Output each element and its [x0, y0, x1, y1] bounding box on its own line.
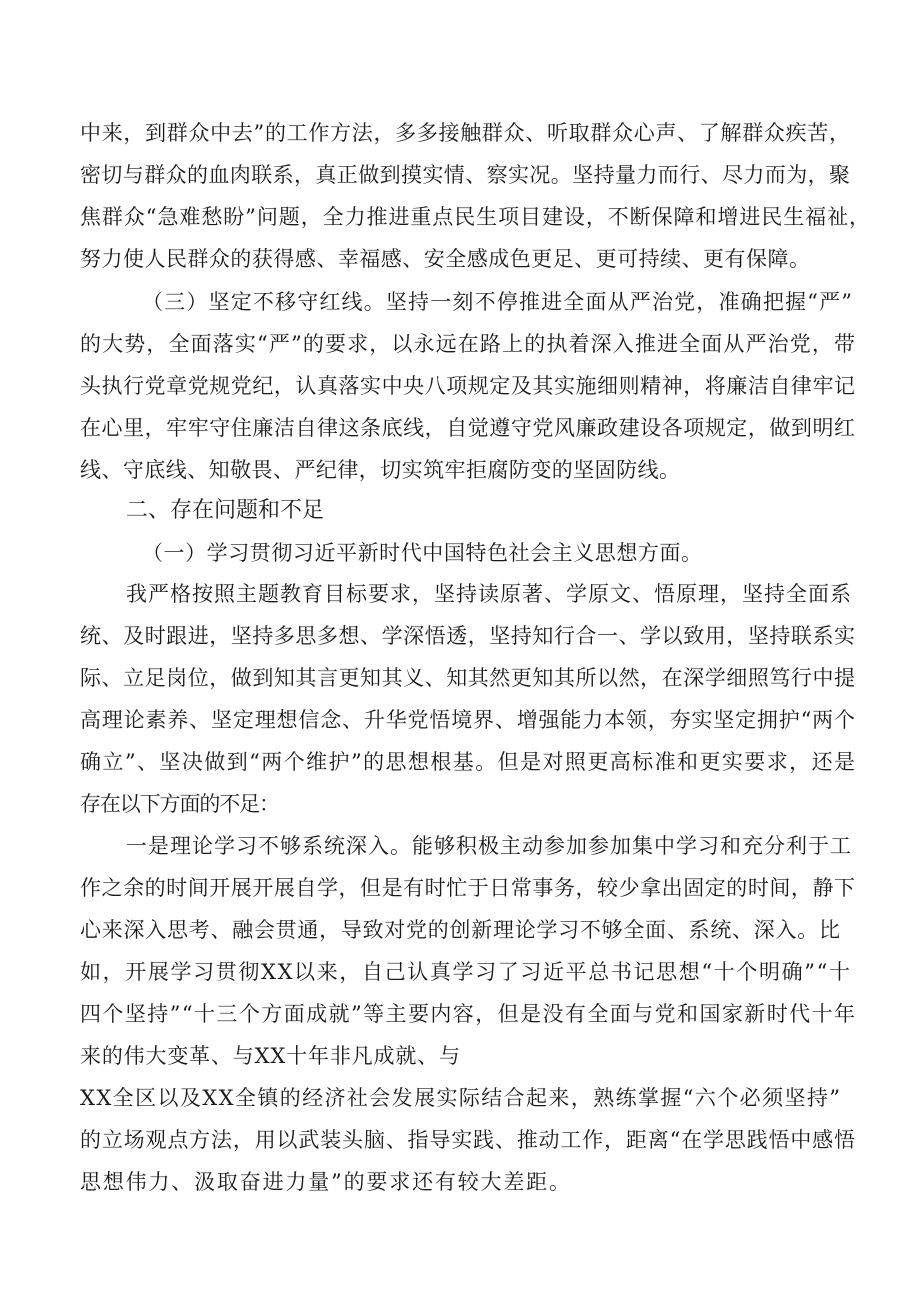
text-line: 高理论素养、坚定理想信念、升华党悟境界、增强能力本领，夯实坚定拥护“两个: [80, 708, 856, 732]
text-line: 头执行党章党规党纪，认真落实中央八项规定及其实施细则精神，将廉洁自律牢记: [80, 374, 856, 398]
text-line: （三）坚定不移守红线。坚持一刻不停推进全面从严治党，准确把握“严”: [142, 290, 854, 314]
text-line: 心来深入思考、融会贯通，导致对党的创新理论学习不够全面、系统、深入。比: [80, 918, 841, 942]
text-line: 焦群众“急难愁盼”问题，全力推进重点民生项目建设，不断保障和增进民生福祉，: [80, 205, 871, 229]
text-line: 作之余的时间开展开展自学，但是有时忙于日常事务，较少拿出固定的时间，静下: [80, 876, 856, 900]
text-line: 存在以下方面的不足：: [80, 792, 279, 816]
text-line: 四个坚持”“十三个方面成就”等主要内容，但是没有全面与党和国家新时代十年: [80, 1002, 857, 1026]
text-line: 思想伟力、汲取奋进力量”的要求还有较大差距。: [80, 1170, 572, 1194]
section-heading: 二、存在问题和不足: [126, 498, 325, 523]
text-line: 的立场观点方法，用以武装头脑、指导实践、推动工作，距离“在学思践悟中感悟: [80, 1128, 856, 1152]
text-line: XX全区以及XX全镇的经济社会发展实际结合起来，熟练掌握“六个必须坚持”: [80, 1086, 842, 1110]
text-line: 的大势，全面落实“严”的要求，以永远在路上的执着深入推进全面从严治党，带: [80, 332, 857, 356]
text-line: 际、立足岗位，做到知其言更知其义、知其然更知其所以然，在深学细照笃行中提: [80, 666, 856, 690]
text-line: 线、守底线、知敬畏、严纪律，切实筑牢拒腐防变的坚固防线。: [80, 458, 681, 482]
text-line: 努力使人民群众的获得感、幸福感、安全感成色更足、更可持续、更有保障。: [80, 247, 811, 271]
text-line: 确立”、坚决做到“两个维护”的思想根基。但是对照更高标准和更实要求，还是: [80, 750, 857, 774]
text-line: 一是理论学习不够系统深入。能够积极主动参加参加集中学习和充分利于工: [126, 834, 852, 858]
text-line: 中来，到群众中去”的工作方法，多多接触群众、听取群众心声、了解群众疾苦，: [80, 121, 851, 145]
text-line: 在心里，牢牢守住廉洁自律这条底线，自觉遵守党风廉政建设各项规定，做到明红: [80, 416, 856, 440]
text-line: （一）学习贯彻习近平新时代中国特色社会主义思想方面。: [142, 541, 703, 565]
text-line: 统、及时跟进，坚持多思多想、学深悟透，坚持知行合一、学以致用，坚持联系实: [80, 624, 856, 648]
text-line: 来的伟大变革、与XX十年非凡成就、与: [80, 1044, 461, 1068]
text-line: 密切与群众的血肉联系，真正做到摸实情、察实况。坚持量力而行、尽力而为，聚: [80, 163, 851, 187]
text-line: 我严格按照主题教育目标要求，坚持读原著、学原文、悟原理，坚持全面系: [126, 582, 852, 606]
text-line: 如，开展学习贯彻XX以来，自己认真学习了习近平总书记思想“十个明确”“十: [80, 960, 852, 984]
